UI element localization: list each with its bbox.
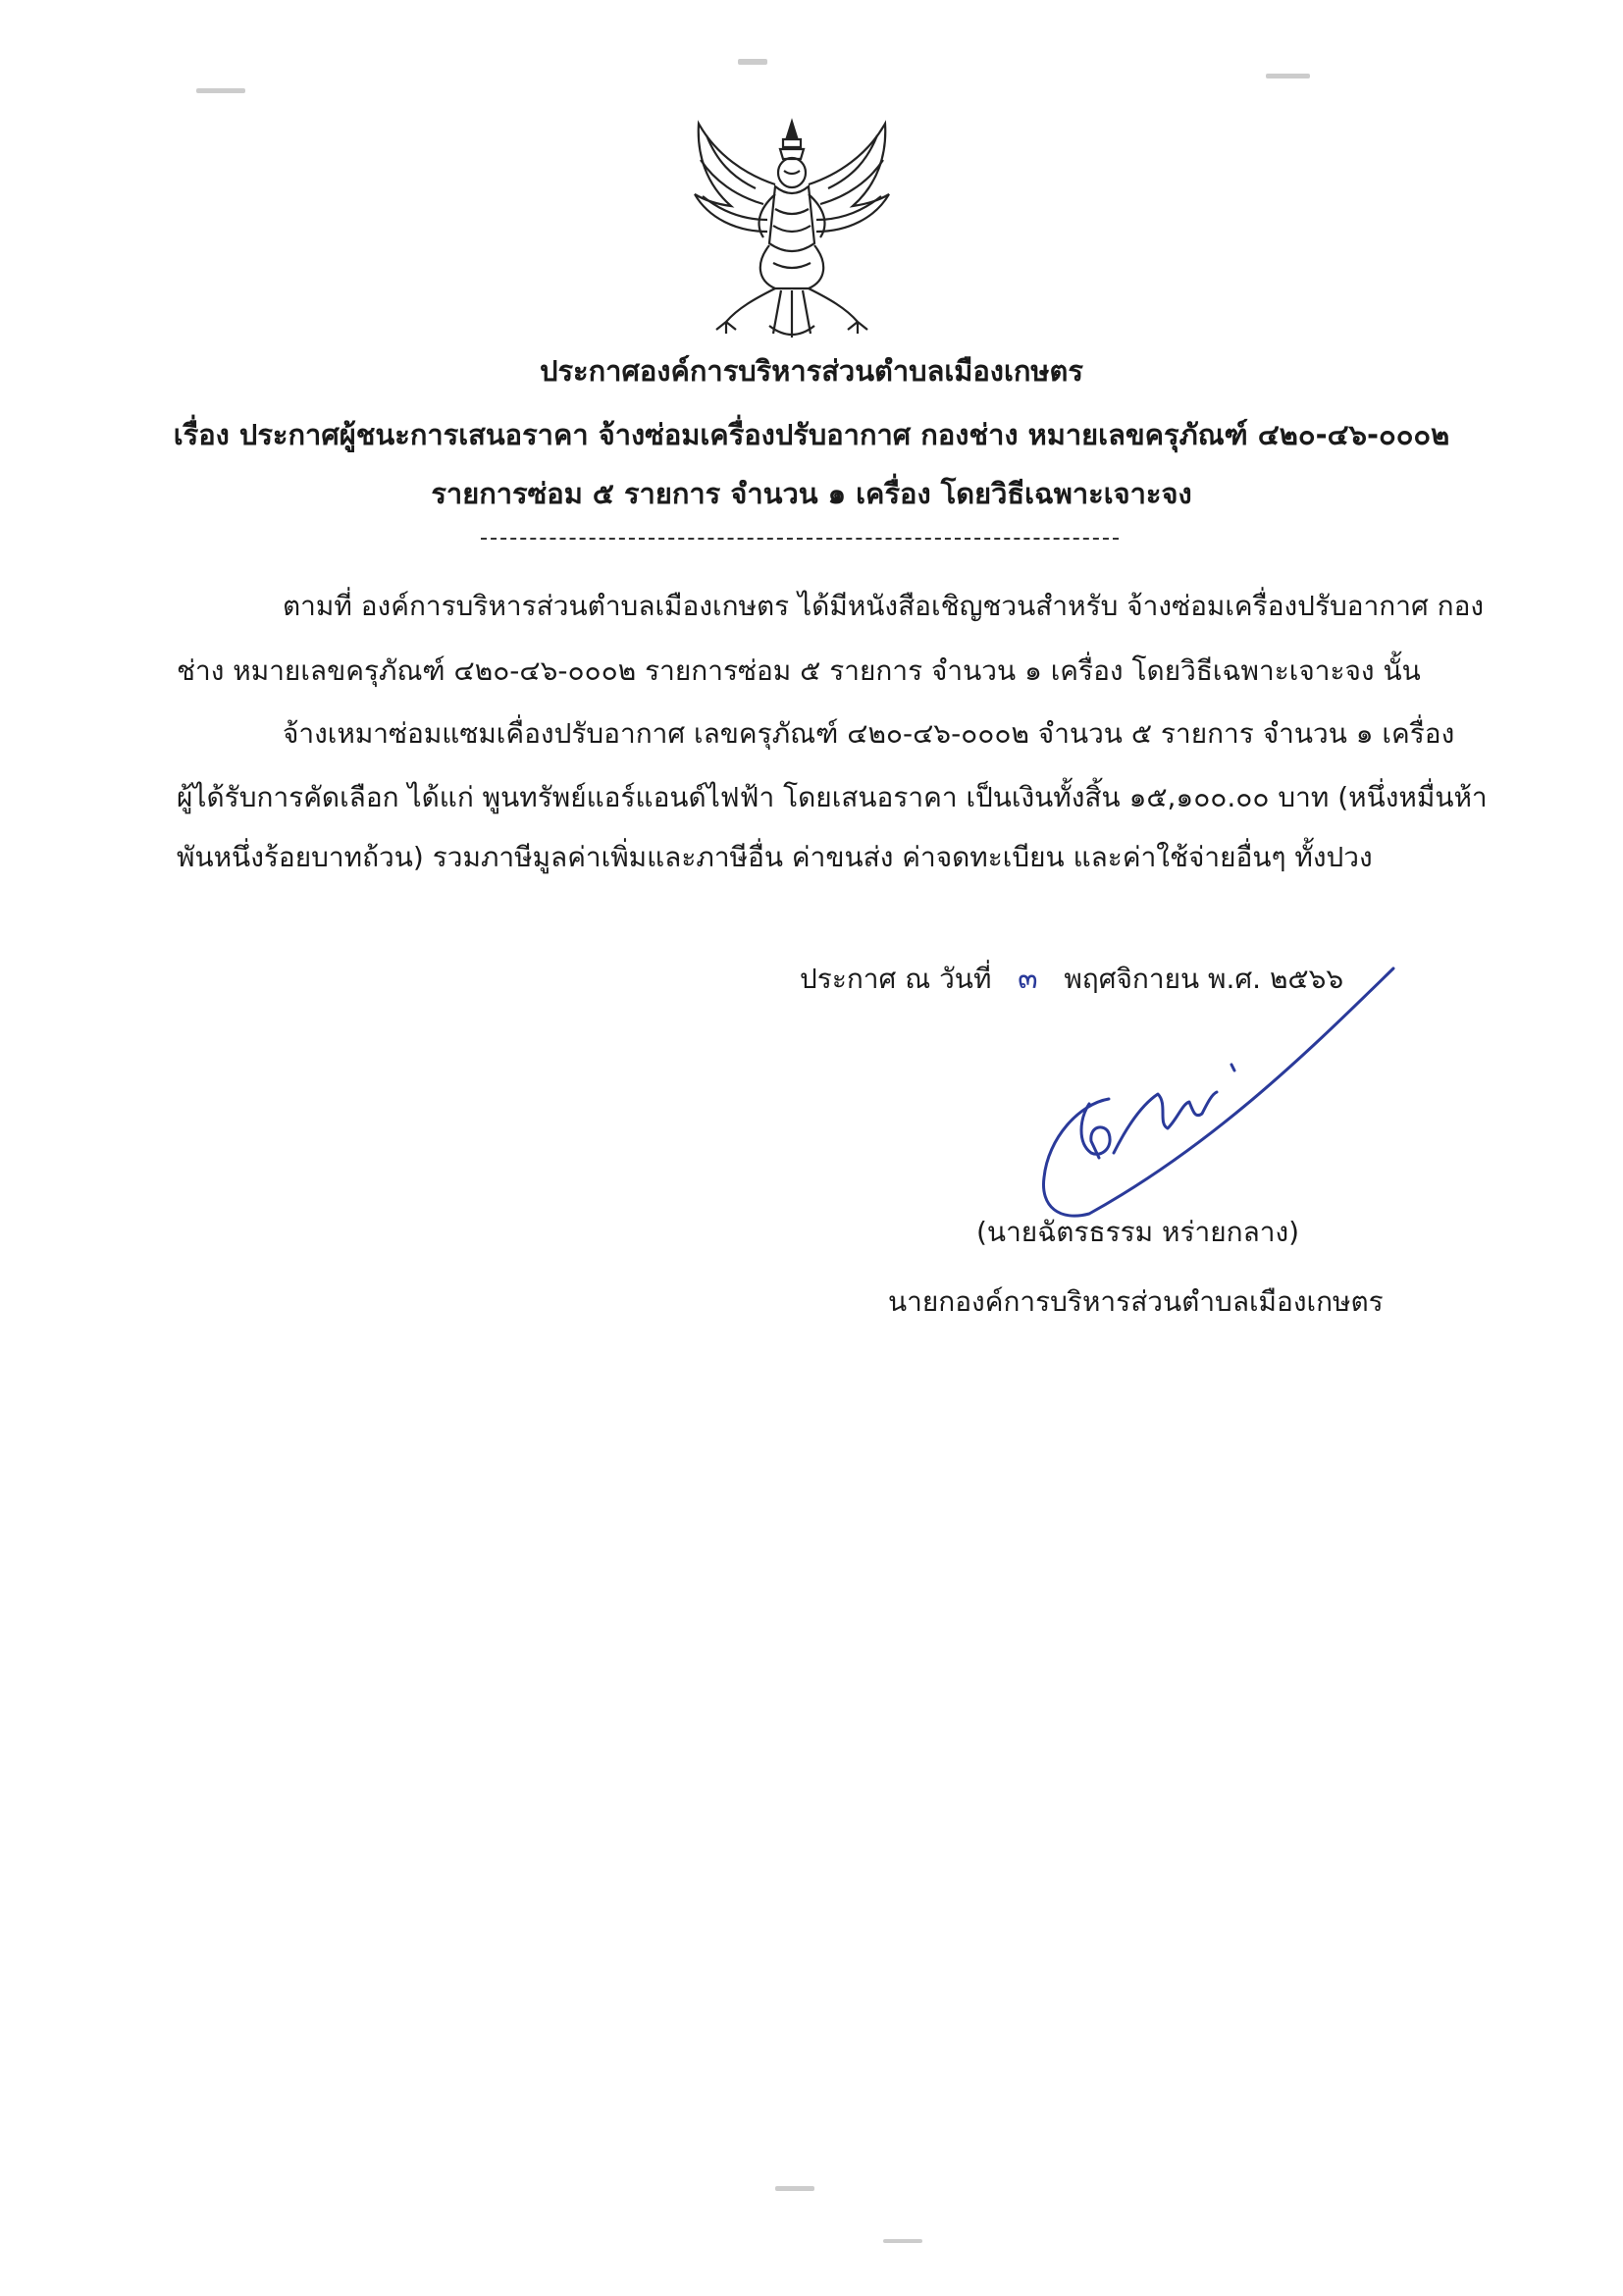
body-paragraph-1-line-1: ตามที่ องค์การบริหารส่วนตำบลเมืองเกษตร ได้มีหนังสือเชิญชวนสำหรับ จ้างซ่อมเครื่องปรับอากาศ กอง xyxy=(283,590,1485,622)
document-subject: เรื่อง ประกาศผู้ชนะการเสนอราคา จ้างซ่อมเครื่องปรับอากาศ กองช่าง หมายเลขครุภัณฑ์ ๔๒๐-๔๖-๐๐๐๒ xyxy=(173,418,1450,451)
handwritten-signature-icon xyxy=(1021,957,1413,1222)
body-paragraph-2-line-2: ผู้ได้รับการคัดเลือก ได้แก่ พูนทรัพย์แอร์แอนด์ไฟฟ้า โดยเสนอราคา เป็นเงินทั้งสิ้น ๑๕,๑๐๐.๐๐ บาท (หนึ่งหมื่นห้า xyxy=(177,781,1488,813)
dashed-divider xyxy=(481,538,1119,540)
garuda-emblem-icon xyxy=(687,116,898,341)
signatory-position: นายกองค์การบริหารส่วนตำบลเมืองเกษตร xyxy=(888,1285,1384,1318)
scan-speck xyxy=(1266,74,1310,78)
body-paragraph-2-line-1: จ้างเหมาซ่อมแซมเคื่องปรับอากาศ เลขครุภัณฑ์ ๔๒๐-๔๖-๐๐๐๒ จำนวน ๕ รายการ จำนวน ๑ เครื่อง xyxy=(283,717,1455,750)
scan-speck xyxy=(196,88,245,93)
announcement-date-suffix: พฤศจิกายน พ.ศ. ๒๕๖๖ xyxy=(1064,963,1344,995)
scan-speck xyxy=(775,2186,814,2191)
body-paragraph-1-line-2: ช่าง หมายเลขครุภัณฑ์ ๔๒๐-๔๖-๐๐๐๒ รายการซ่อม ๕ รายการ จำนวน ๑ เครื่อง โดยวิธีเฉพาะเจาะจง นั้น xyxy=(177,654,1421,687)
document-title: ประกาศองค์การบริหารส่วนตำบลเมืองเกษตร xyxy=(540,354,1083,388)
body-paragraph-2-line-3: พันหนึ่งร้อยบาทถ้วน) รวมภาษีมูลค่าเพิ่มและภาษีอื่น ค่าขนส่ง ค่าจดทะเบียน และค่าใช้จ่ายอื่นๆ ทั้งปวง xyxy=(177,841,1373,873)
announcement-date-prefix: ประกาศ ณ วันที่ xyxy=(800,963,992,995)
signatory-name: (นายฉัตรธรรม หร่ายกลาง) xyxy=(976,1216,1300,1248)
document-subject-continued: รายการซ่อม ๕ รายการ จำนวน ๑ เครื่อง โดยวิธีเฉพาะเจาะจง xyxy=(431,477,1192,510)
scan-speck xyxy=(738,59,767,65)
announcement-date-day: ๓ xyxy=(1018,962,1038,996)
scan-speck xyxy=(883,2239,922,2243)
